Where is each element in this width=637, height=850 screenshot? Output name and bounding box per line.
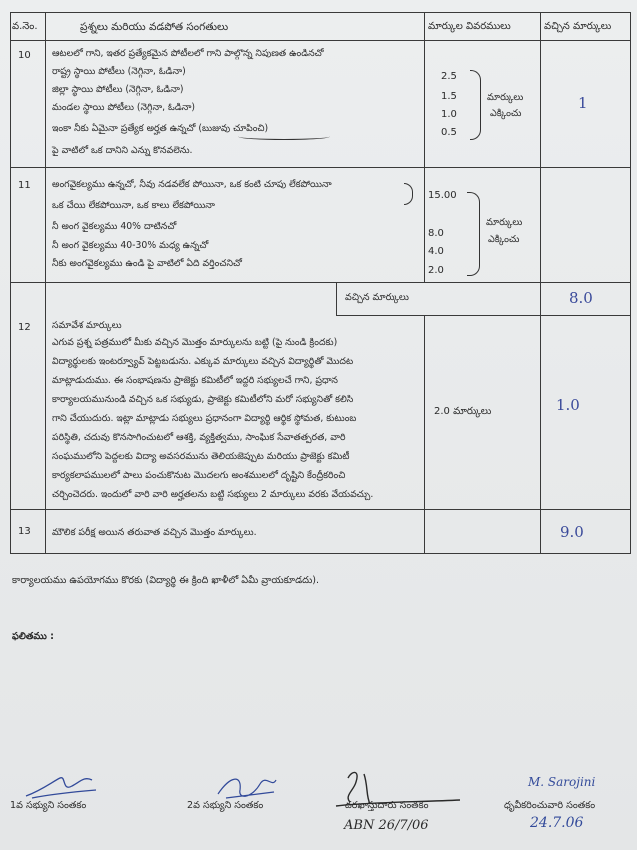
table-bottom-border	[10, 553, 630, 554]
table-top-border	[10, 12, 630, 13]
row13-number: 13	[18, 526, 31, 537]
row11-received-label: వచ్చిన మార్కులు	[345, 292, 409, 303]
verifier-date: 24.7.06	[530, 815, 584, 831]
row11-brace-label-1: మార్కులు	[486, 217, 523, 228]
row10-obtained-mark: 1	[578, 94, 588, 112]
member1-signature-label: 1వ సభ్యుని సంతకం	[10, 800, 87, 811]
header-question: ప్రశ్నలు మరియు వడపోత సంగతులు	[80, 21, 229, 33]
obtained-column-divider	[540, 12, 541, 554]
row12-line-9: చర్చించెదరు. ఇందులో వారి వారి అర్హతలను బట్టి సభ్యులు 2 మార్కులు వరకు వేయవచ్చు.	[52, 489, 374, 500]
row11-number: 11	[18, 180, 31, 191]
applicant-handwritten-date: ABN 26/7/06	[344, 818, 429, 833]
row12-line-4: కార్యాలయమునుండి వచ్చిన ఒక సభ్యుడు, ప్రాజెక్టు కమిటీలోని మరో సభ్యునితో కలిసి	[52, 394, 354, 405]
row12-line-3: మాట్లాడుదుము. ఈ సంభాషణను ప్రాజెక్టు కమిటీలో ఇద్దరి సభ్యులచే గాని, ప్రధాన	[52, 375, 338, 386]
header-bottom-border	[10, 40, 630, 41]
row11-right-brace	[467, 192, 480, 276]
row10-number: 10	[18, 50, 31, 61]
row11-mark-30to40: 4.0	[428, 246, 444, 257]
table-right-border	[630, 12, 631, 554]
verifier-name: M. Sarojini	[528, 775, 596, 789]
row11-line-5: నీకు అంగవైకల్యము ఉండి పై వాటిలో ఏది వర్తించనిచో	[52, 258, 242, 269]
row10-line-1: ఆటలలో గాని, ఇతర ప్రత్యేకమైన పోటీలలో గాని పాల్గొన్న నిపుణత ఉండినచో	[52, 48, 324, 59]
row11-mark-over40: 8.0	[428, 228, 444, 239]
row11-brace-label-2: ఎక్కించు	[488, 234, 520, 245]
row12-bottom-border	[10, 509, 630, 510]
row10-line-5: ఇంకా నీకు ఏమైనా ప్రత్యేక అర్హత ఉన్నచో (బుజువు చూపించి)	[52, 123, 269, 134]
row10-line-6: పై వాటిలో ఒక దానిని ఎన్ను కొనవలెను.	[52, 145, 193, 156]
row10-mark-special: 0.5	[441, 127, 457, 138]
row12-line-2: విద్యార్థులకు ఇంటర్వ్యూవ్ పెట్టబడును. ఎక్కువ మార్కులు వచ్చిన విద్యార్థితో మొదట	[52, 356, 354, 367]
received-label-left-divider	[336, 282, 337, 316]
result-label: ఫలితము :	[12, 631, 54, 642]
office-use-note: కార్యాలయము ఉపయోగము కొరకు (విద్యార్థి ఈ క్రింది ఖాళీలో ఏమీ వ్రాయకూడదు).	[12, 575, 320, 586]
row12-marks: 2.0 మార్కులు	[434, 406, 492, 417]
row11-bottom-border	[10, 282, 630, 283]
row13-obtained-mark: 9.0	[560, 523, 584, 541]
row12-line-6: పరిస్థితి, చదువు కొనసాగించుటలో ఆశక్తి, వ్యక్తిత్వము, సాంఘిక సేవాతత్పరత, వారి	[52, 432, 346, 443]
sno-column-divider	[45, 12, 46, 554]
row12-line-5: గాని చేయుదురు. ఇట్లా మాట్లాడు సభ్యులు ప్రధానంగా విద్యార్థి ఆర్థిక స్థోమత, కుటుంబ	[52, 413, 357, 424]
row10-mark-mandal: 1.0	[441, 109, 457, 120]
header-marks-details: మార్కుల వివరములు	[428, 21, 511, 32]
row11-line-4: నీ అంగ వైకల్యము 40-30% మధ్య ఉన్నచో	[52, 240, 209, 251]
row12-number: 12	[18, 322, 31, 333]
marks-details-column-divider-bottom	[424, 315, 425, 554]
marks-details-column-divider-top	[424, 12, 425, 282]
header-marks-obtained: వచ్చిన మార్కులు	[544, 21, 612, 32]
table-left-border	[10, 12, 11, 554]
row12-line-8: కార్యకలాపములలో పాలు పంచుకొనుట మొదలగు అంశములలో దృష్టిని కేంద్రీకరించి	[52, 470, 346, 481]
row10-handwritten-underline	[238, 133, 330, 140]
verifier-signature-label: ధృవీకరించువారి సంతకం	[504, 800, 596, 811]
row12-obtained-mark: 1.0	[556, 396, 580, 414]
row10-mark-district: 1.5	[441, 91, 457, 102]
row11-line-2: ఒక చేయి లేకపోయినా, ఒక కాలు లేకపోయినా	[52, 200, 215, 211]
row11-left-brace	[404, 183, 413, 205]
row10-line-2: రాష్ట్ర స్థాయి పోటీలు (నెగ్గినా, ఓడినా)	[52, 66, 186, 77]
row13-text: మౌలిక పరీక్ష అయిన తరువాత వచ్చిన మొత్తం మార్కులు.	[52, 527, 257, 538]
row10-line-4: మండల స్థాయి పోటీలు (నెగ్గినా, ఓడినా)	[52, 102, 195, 113]
row10-brace-label-1: మార్కులు	[487, 92, 524, 103]
received-row-bottom-border	[336, 315, 630, 316]
header-sno: వ.నెం.	[12, 21, 38, 32]
row10-mark-state: 2.5	[441, 71, 457, 82]
row10-right-brace	[470, 70, 481, 140]
member2-signature-label: 2వ సభ్యుని సంతకం	[187, 800, 264, 811]
applicant-signature-label: దరఖాస్తుదారు సంతకం	[345, 800, 429, 811]
row10-brace-label-2: ఎక్కించు	[490, 108, 522, 119]
row11-mark-other: 2.0	[428, 265, 444, 276]
row12-line-1: ఎగువ ప్రశ్న పత్రములో మీకు వచ్చిన మొత్తం మార్కులను బట్టి (పై నుండి క్రిందకు)	[52, 337, 338, 348]
row10-bottom-border	[10, 167, 630, 168]
row10-line-3: జిల్లా స్థాయి పోటీలు (నెగ్గినా, ఓడినా)	[52, 84, 184, 95]
row12-title: సమావేశ మార్కులు	[52, 320, 122, 331]
row11-mark-severe: 15.00	[428, 190, 457, 201]
row11-obtained-mark: 8.0	[569, 289, 593, 307]
row11-line-3: నీ అంగ వైకల్యము 40% దాటినచో	[52, 221, 177, 232]
row12-line-7: సంఘములోని పెద్దలకు విద్యా అవసరమును తెలియజెప్పుట మరియు ప్రాజెక్టు కమిటీ	[52, 451, 350, 462]
row11-line-1: అంగవైకల్యము ఉన్నచో, నీవు నడవలేక పోయినా, ఒక కంటి చూపు లేకపోయినా	[52, 179, 332, 190]
